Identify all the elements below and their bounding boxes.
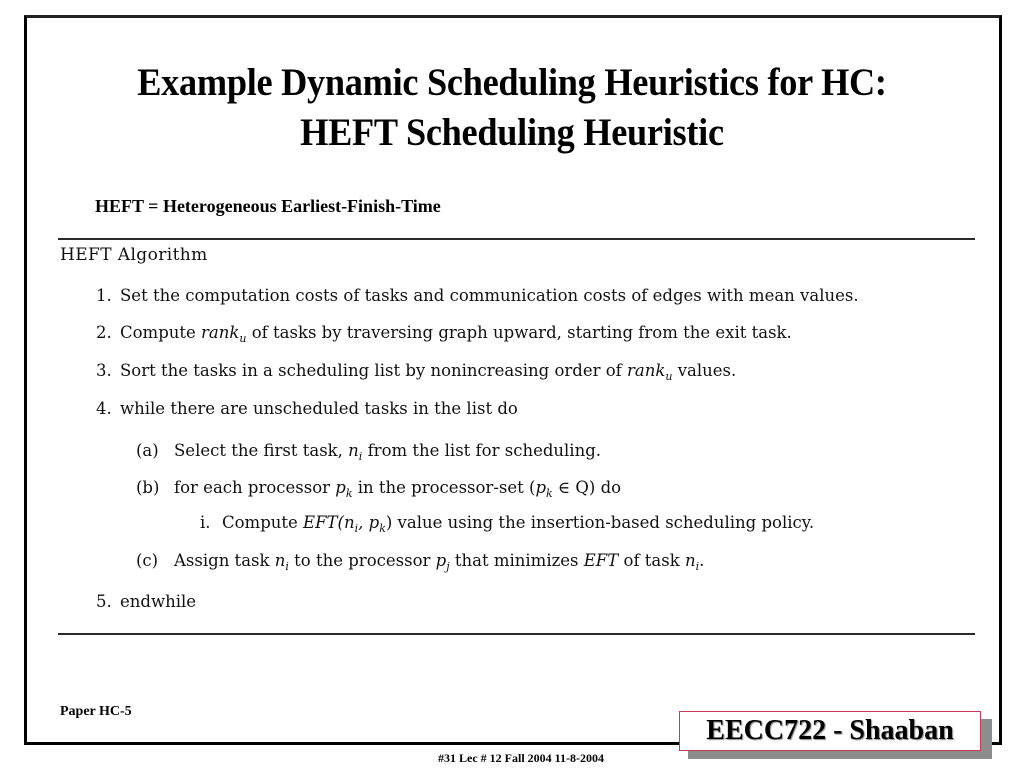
title-line-1: Example Dynamic Scheduling Heuristics for HC: xyxy=(137,61,887,104)
math-var: n xyxy=(684,551,696,570)
algorithm-substep-b xyxy=(136,478,622,500)
step-number: 5. xyxy=(96,592,112,611)
algorithm-step-2 xyxy=(96,323,792,345)
step-text: while there are unscheduled tasks in the list do xyxy=(120,399,518,418)
math-subscript: k xyxy=(345,487,353,500)
step-text: ∈ Q) do xyxy=(552,478,622,497)
substep-label: (c) xyxy=(136,551,159,570)
bottom-rule xyxy=(58,633,975,635)
lecture-info: #31 Lec # 12 Fall 2004 11-8-2004 xyxy=(438,751,604,765)
step-text: that minimizes xyxy=(449,551,584,570)
heft-definition: HEFT = Heterogeneous Earliest-Finish-Time xyxy=(95,196,441,216)
math-subscript: k xyxy=(379,522,386,535)
paper-reference: Paper HC-5 xyxy=(60,704,132,719)
step-number: 4. xyxy=(96,399,112,418)
step-text: Assign task xyxy=(174,551,275,570)
math-rank: rank xyxy=(201,323,240,342)
step-text: in the processor-set ( xyxy=(352,478,536,497)
math-subscript: j xyxy=(446,560,450,573)
math-subscript: i xyxy=(358,450,363,463)
math-var: p xyxy=(435,551,447,570)
math-subscript: u xyxy=(665,370,673,383)
step-text: Compute xyxy=(120,323,202,342)
step-text: for each processor xyxy=(174,478,336,497)
step-text: Set the computation costs of tasks and communication costs of edges with mean values. xyxy=(120,286,859,305)
math-subscript: i xyxy=(285,560,289,573)
algorithm-step-4 xyxy=(96,399,518,418)
algorithm-step-3 xyxy=(96,361,737,383)
title-line-2: HEFT Scheduling Heuristic xyxy=(300,111,724,154)
math-var: n xyxy=(274,551,286,570)
math-subscript: u xyxy=(239,332,247,345)
math-eft: EFT(n xyxy=(303,513,355,532)
math-subscript: k xyxy=(546,487,553,500)
algorithm-heading: HEFT Algorithm xyxy=(60,245,208,265)
math-var: p xyxy=(535,478,547,497)
step-text: value using the insertion-based scheduling policy. xyxy=(392,513,815,532)
algorithm-substep-c xyxy=(136,551,705,573)
step-text: Select the first task, xyxy=(174,441,349,460)
course-badge: EECC722 - Shaaban xyxy=(679,711,981,751)
math-var: p xyxy=(335,478,346,497)
algorithm-step-5 xyxy=(96,592,196,611)
step-text: to the processor xyxy=(288,551,436,570)
step-text: Sort the tasks in a scheduling list by nonincreasing order of xyxy=(120,361,628,380)
step-text: Compute xyxy=(222,513,304,532)
slide-title xyxy=(0,58,1024,158)
step-text: of task xyxy=(618,551,685,570)
math-rank: rank xyxy=(627,361,666,380)
algorithm-step-1 xyxy=(96,286,859,305)
step-text: endwhile xyxy=(120,592,197,611)
algorithm-substep-b-i xyxy=(200,513,815,535)
math-paren: ) xyxy=(385,513,393,532)
step-number: 3. xyxy=(96,361,112,380)
step-number: 2. xyxy=(96,323,112,342)
step-text: . xyxy=(699,551,705,570)
step-text: of tasks by traversing graph upward, starting from the exit task. xyxy=(246,323,792,342)
step-text: values. xyxy=(672,361,737,380)
math-subscript: i xyxy=(354,522,359,535)
math-var: , p xyxy=(358,513,380,532)
step-number: 1. xyxy=(96,286,112,305)
algorithm-substep-a xyxy=(136,441,602,463)
step-text: from the list for scheduling. xyxy=(362,441,602,460)
substep-label: (a) xyxy=(136,441,159,460)
top-rule xyxy=(58,238,975,240)
substep-label: (b) xyxy=(136,478,160,497)
math-subscript: i xyxy=(695,560,700,573)
math-var: n xyxy=(348,441,359,460)
math-eft: EFT xyxy=(583,551,619,570)
substep-label: i. xyxy=(200,513,211,532)
